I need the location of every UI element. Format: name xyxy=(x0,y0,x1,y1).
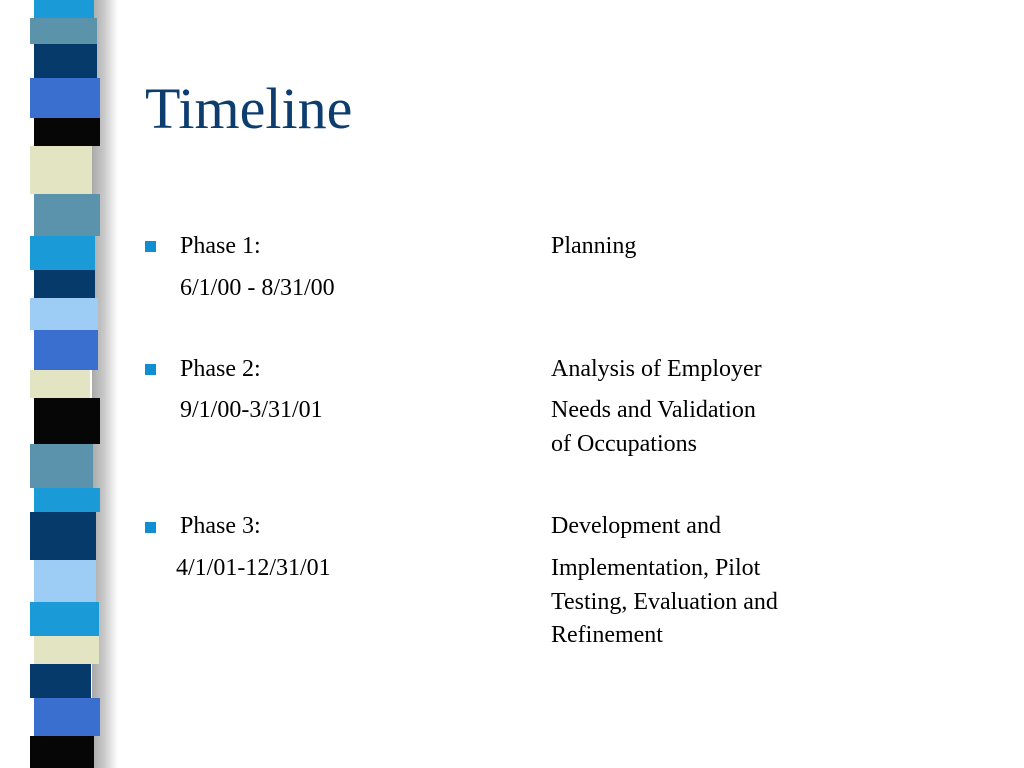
phase-description-line: Implementation, Pilot xyxy=(551,555,761,581)
stripe-segment xyxy=(34,270,95,298)
stripe-segment xyxy=(30,736,94,768)
phase-dates: 4/1/01-12/31/01 xyxy=(176,555,331,581)
stripe-segment xyxy=(34,330,98,370)
stripe-segment xyxy=(34,698,100,736)
stripe-segment xyxy=(30,664,91,698)
bullet-square-icon xyxy=(145,241,156,252)
phase-description-line: Needs and Validation xyxy=(551,397,756,423)
slide-title: Timeline xyxy=(145,76,353,141)
stripe-segment xyxy=(30,370,90,398)
phase-label: Phase 1: xyxy=(180,233,261,259)
stripe-segment xyxy=(34,488,100,512)
bullet-square-icon xyxy=(145,364,156,375)
phase-description-line: Development and xyxy=(551,513,721,539)
stripe-segment xyxy=(30,18,97,44)
phase-description-line: Planning xyxy=(551,233,637,259)
decorative-color-stripe xyxy=(30,0,100,768)
phase-description-line: Refinement xyxy=(551,622,663,648)
stripe-segment xyxy=(34,194,100,236)
stripe-segment xyxy=(30,298,98,330)
stripe-segment xyxy=(30,236,95,270)
phase-label: Phase 3: xyxy=(180,513,261,539)
phase-description-line: of Occupations xyxy=(551,431,697,457)
phase-description-line: Testing, Evaluation and xyxy=(551,589,778,615)
stripe-segment xyxy=(30,78,100,118)
phase-dates: 6/1/00 - 8/31/00 xyxy=(180,275,335,301)
stripe-segment xyxy=(34,636,99,664)
stripe-segment xyxy=(34,118,100,146)
stripe-segment xyxy=(34,0,94,18)
bullet-square-icon xyxy=(145,522,156,533)
stripe-segment xyxy=(34,560,96,602)
phase-dates: 9/1/00-3/31/01 xyxy=(180,397,323,423)
stripe-segment xyxy=(30,512,96,560)
phase-description-line: Analysis of Employer xyxy=(551,356,762,382)
stripe-segment xyxy=(30,444,93,488)
stripe-segment xyxy=(30,146,92,194)
stripe-segment xyxy=(34,398,100,444)
stripe-segment xyxy=(30,602,99,636)
phase-label: Phase 2: xyxy=(180,356,261,382)
stripe-segment xyxy=(34,44,97,78)
